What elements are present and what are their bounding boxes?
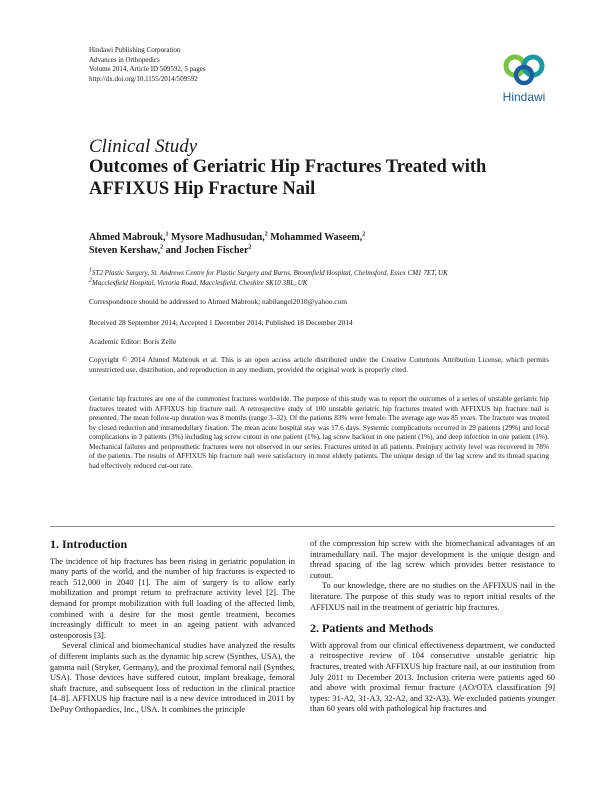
author-line-1 <box>89 231 549 244</box>
author-name[interactable]: and Jochen Fischer <box>163 245 249 256</box>
author-name[interactable]: Mysore Madhusudan, <box>168 232 265 243</box>
title-line-2: AFFIXUS Hip Fracture Nail <box>89 179 316 199</box>
intro-paragraph-4: To our knowledge, there are no studies on the AFFIXUS nail in the literature. The purpose of this study was to report initial results of the AFFIXUS nail in the treatment of geriatric hip fractures. <box>310 581 555 612</box>
methods-heading: 2. Patients and Methods <box>310 621 434 636</box>
left-column <box>50 539 295 716</box>
affiliation-text: Macclesfield Hospital, Victoria Road, Macclesfield, Cheshire SK10 3BL, UK <box>92 279 308 287</box>
right-column <box>310 539 555 715</box>
intro-paragraph-1: The incidence of hip fractures has been rising in geriatric population in many parts of the world, and the number of hip fractures is expected to reach 512,000 in 2040 [1]. The aim of surgery is to allow early mobilization and prompt return to prefracture activity level [2]. The demand for prompt mobilization with full loading of the affected limb, combined with a desire for the most gentle treatment, becomes increasingly difficult to meet in an ageing patient with advanced osteoporosis [3]. <box>50 556 295 640</box>
publisher-name: Hindawi Publishing Corporation <box>89 46 181 54</box>
copyright-notice: Copyright © 2014 Ahmed Mabrouk et al. This is an open access article distributed under the Creative Commons Attribution License, which permits unrestricted use, distribution, and reproduction in any medium, provided the original work is properly cited. <box>89 355 549 374</box>
article-dates: Received 28 September 2014; Accepted 1 December 2014; Published 18 December 2014 <box>89 318 353 327</box>
author-name[interactable]: Ahmed Mabrouk, <box>89 232 166 243</box>
methods-paragraph-1: With approval from our clinical effectiveness department, we conducted a retrospective review of 104 consecutive unstable geriatric hip fractures, treated with AFFIXUS hip fracture nail, at our institution from July 2011 to December 2013. Inclusion criteria were patients aged 60 and above with proximal femur fracture (AO/OTA classification [9] types: 31-A2, 31-A3, 32-A2, and 32-A3). We excluded patients younger than 60 years old with pathological hip fractures and <box>310 640 555 714</box>
affiliation-marker: 2 <box>160 244 164 251</box>
affiliation-marker: 2 <box>89 277 92 284</box>
author-line-2 <box>89 244 549 257</box>
doi-link[interactable]: http://dx.doi.org/10.1155/2014/509592 <box>89 74 198 83</box>
affiliation-marker: 2 <box>264 231 268 238</box>
author-name[interactable]: Mohammed Waseem, <box>267 232 363 243</box>
journal-header <box>89 46 206 84</box>
volume-info: Volume 2014, Article ID 509592, 5 pages <box>89 65 206 73</box>
affiliation-text: ST2 Plastic Surgery, St. Andrews Centre for Plastic Surgery and Burns, Broomfield Hospital, Chelmsford, Essex CM1 7ET, UK <box>92 269 448 277</box>
affiliation-marker: 1 <box>165 231 169 238</box>
correspondence: Correspondence should be addressed to Ahmed Mabrouk; nabilangel2010@yahoo.com <box>89 297 348 306</box>
affiliation-marker: 1 <box>89 267 92 274</box>
academic-editor: Academic Editor: Boris Zelle <box>89 337 177 346</box>
affiliations <box>89 268 549 288</box>
journal-name: Advances in Orthopedics <box>89 55 160 64</box>
intro-paragraph-3: of the compression hip screw with the biomechanical advantages of an intramedullary nail. The major development is the unique design and thread spacing of the lag screw which provides better resistance to cutout. <box>310 539 555 580</box>
intro-paragraph-2: Several clinical and biomechanical studies have analyzed the results of different implants such as the dynamic hip screw (Synthes, USA), the gamma nail (Stryker, Germany), and the proximal femoral nail (Synthes, USA). Those devices have suffered cutout, implant breakage, femoral shaft fracture, and subsequent loss of reduction in the clinical practice [4–8]. AFFIXUS hip fracture nail is a new device introduced in 2011 by DePuy Orthopaedics, Inc., USA. It combines the principle <box>50 641 295 714</box>
article-type: Clinical Study <box>89 136 198 157</box>
affiliation-1 <box>89 268 549 278</box>
affiliation-marker: 2 <box>362 231 366 238</box>
affiliation-marker: 2 <box>248 244 252 251</box>
introduction-heading: 1. Introduction <box>50 537 128 551</box>
section-divider <box>50 526 555 527</box>
article-title <box>89 156 549 200</box>
abstract: Geriatric hip fractures are one of the commonest fractures worldwide. The purpose of this study was to report the outcomes of a series of unstable geriatric hip fractures treated with AFFIXUS hip fracture nail. A retrospective study of 100 unstable geriatric hip fractures treated with AFFIXUS hip fracture nail is presented. The mean follow-up duration was 8 months (range 3–32). Of the patients 83% were female. The average age was 85 years. The fracture was treated by closed reduction and intramedullary fixation. The mean acute hospital stay was 17.6 days. Systemic complications occurred in 29 patients (29%) and local complications in 3 patients (3%) including lag screw cutout in one patient (1%), lag screw backout in one patient (1%), and deep infection in one patient (1%). Mechanical failures and periprosthetic fractures were not observed in our series. Fractures united in all patients. Preinjury activity level was recovered in 78% of the patients. The results of AFFIXUS hip fracture nail were satisfactory in most elderly patients. The unique design of the lag screw and its thread spacing had effectively reduced cut-out rate. <box>89 395 549 470</box>
author-name[interactable]: Steven Kershaw, <box>89 245 161 256</box>
author-list <box>89 231 549 257</box>
title-line-1: Outcomes of Geriatric Hip Fractures Treated with <box>89 157 487 177</box>
logo-wordmark: Hindawi <box>502 90 546 104</box>
affiliation-2 <box>89 278 549 288</box>
